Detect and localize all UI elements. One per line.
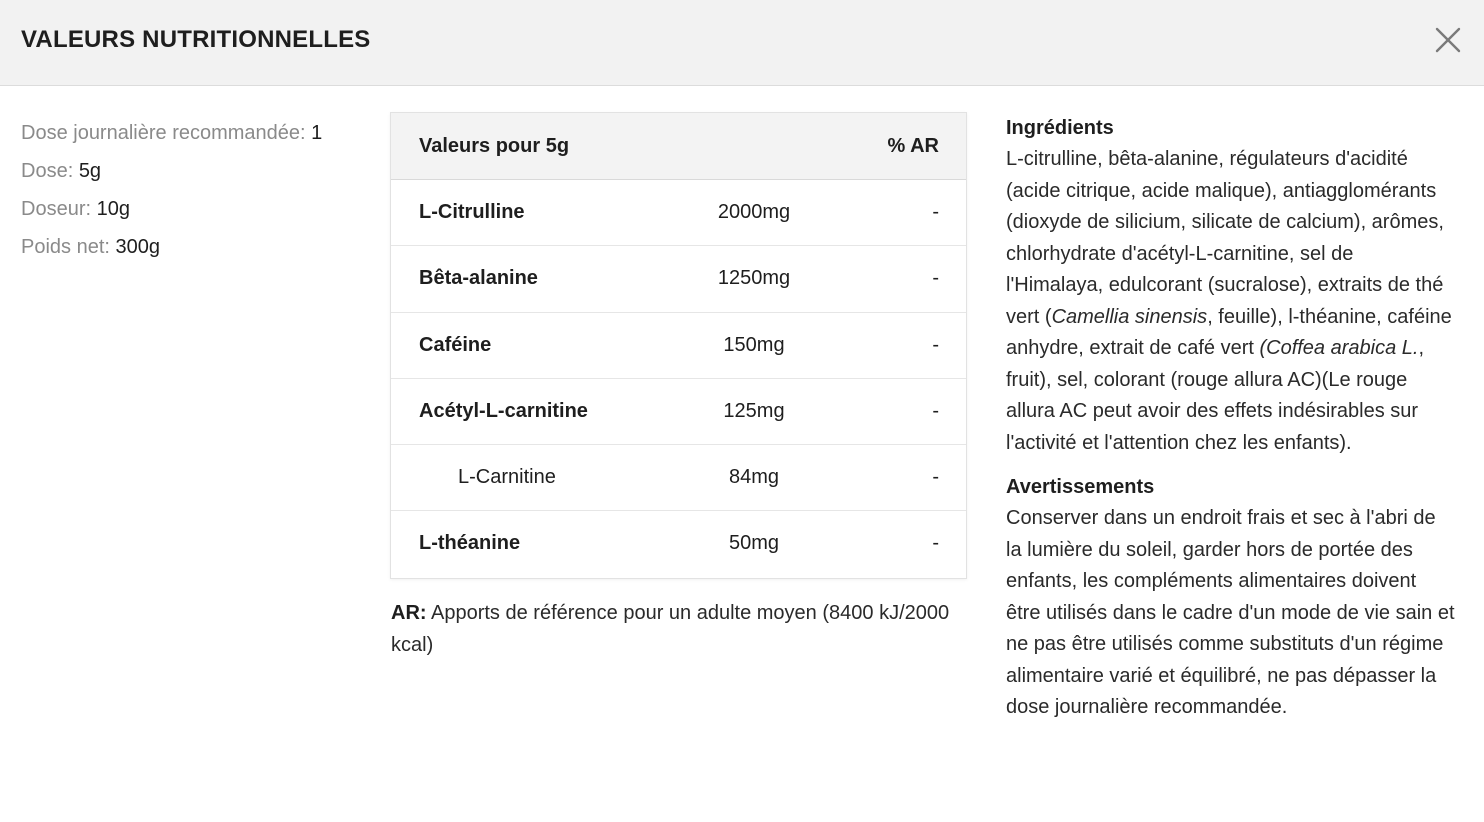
- close-icon: [1430, 22, 1466, 58]
- dose-row-net-weight: [21, 228, 361, 266]
- nutrition-table-header: [391, 113, 966, 180]
- nutrient-ar: -: [932, 466, 939, 489]
- table-row: [391, 246, 966, 312]
- nutrient-amount: 150mg: [723, 333, 785, 356]
- nutrient-amount: 50mg: [728, 532, 780, 555]
- ar-footnote-text: Apports de référence pour un adulte moyen (8400 kJ/2000 kcal): [391, 602, 950, 656]
- nutrient-amount: 1250mg: [717, 267, 791, 290]
- table-row: [391, 511, 966, 577]
- nutrient-amount: 125mg: [723, 399, 785, 422]
- dose-value: 10g: [96, 198, 130, 220]
- ingredients-text: [1006, 144, 1456, 459]
- dose-value: 300g: [115, 236, 161, 258]
- dose-row-daily: [21, 114, 361, 152]
- warnings-title: Avertissements: [1006, 476, 1155, 498]
- table-row: [391, 313, 966, 379]
- dose-value: 1: [311, 122, 323, 144]
- close-button[interactable]: [1430, 22, 1466, 58]
- nutrient-amount: 2000mg: [717, 201, 791, 223]
- dose-info: [21, 114, 361, 266]
- dose-value: 5g: [78, 160, 102, 182]
- nutrient-ar: -: [932, 399, 939, 422]
- ar-footnote: [391, 598, 951, 661]
- nutrient-amount: 84mg: [728, 466, 780, 489]
- ingredients-text-part: , feuille), l-théanine, caféine anhydre, extrait de café vert: [1006, 305, 1452, 359]
- ingredients-latin-name: Camellia sinensis: [1051, 305, 1208, 328]
- ar-footnote-label: AR:: [391, 602, 427, 624]
- ingredients-text-part: , fruit), sel, colorant (rouge allura AC)(Le rouge allura AC peut avoir des effets indésirables sur l'activité et l'attention chez les enfants).: [1006, 337, 1425, 454]
- nutrient-ar: -: [932, 267, 939, 290]
- product-details: [1006, 113, 1456, 724]
- modal-title: VALEURS NUTRITIONNELLES: [21, 26, 371, 53]
- nutrient-name: Caféine: [419, 333, 492, 356]
- dose-label: Poids net:: [21, 236, 110, 258]
- ingredients-latin-name: (Coffea arabica L.: [1259, 337, 1419, 359]
- dose-row-scoop: [21, 190, 361, 228]
- nutrient-name: Acétyl-L-carnitine: [419, 399, 588, 422]
- warnings-text: Conserver dans un endroit frais et sec à l'abri de la lumière du soleil, garder hors de portée des enfants, les compléments alimentaires doivent être utilisés dans le cadre d'un mode de vie sain et ne pas être utilisés comme substituts d'un régime alimentaire varié et équilibré, ne pas dépasser la dose journalière recommandée.: [1006, 507, 1455, 718]
- ingredients-text-part: L-citrulline, bêta-alanine, régulateurs d'acidité (acide citrique, acide malique), antiagglomérants (dioxyde de silicium, silicate de calcium), arômes, chlorhydrate d'acétyl-L-carnitine, sel de l'Himalaya, edulcorant (sucralose), extraits de thé vert (: [1006, 148, 1444, 328]
- ingredients-title: Ingrédients: [1006, 117, 1114, 139]
- dose-label: Dose journalière recommandée:: [21, 122, 306, 144]
- column-header-values: Valeurs pour 5g: [419, 135, 570, 157]
- dose-row-dose: [21, 152, 361, 190]
- nutrient-ar: -: [932, 333, 939, 356]
- modal-header: [0, 0, 1484, 86]
- nutrient-ar: -: [932, 532, 939, 555]
- nutrient-name: L-Citrulline: [419, 201, 525, 223]
- table-row: [391, 180, 966, 246]
- nutrient-ar: -: [932, 201, 939, 223]
- table-row: [391, 379, 966, 445]
- column-header-ar: % AR: [887, 135, 939, 157]
- dose-label: Doseur:: [21, 198, 92, 220]
- nutrient-name: L-théanine: [419, 532, 521, 555]
- nutrient-name: L-Carnitine: [458, 466, 556, 489]
- table-row-sub: [391, 445, 966, 511]
- nutrient-name: Bêta-alanine: [419, 267, 538, 290]
- nutrition-table: [390, 112, 967, 579]
- dose-label: Dose:: [21, 160, 74, 182]
